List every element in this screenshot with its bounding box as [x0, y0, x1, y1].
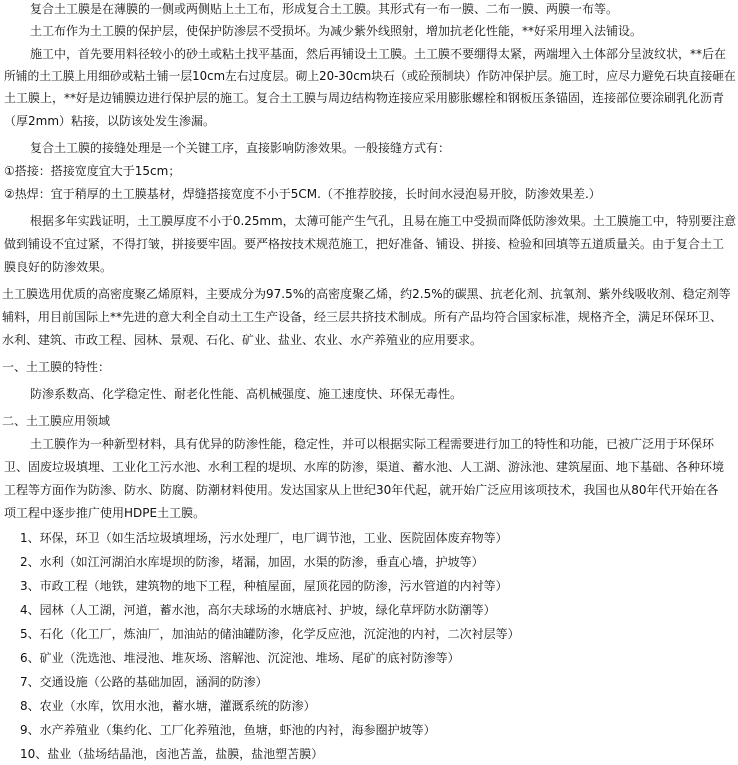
para-line-7: 复合土工膜的接缝处理是一个关键工序，直接影响防渗效果。一般接缝方式有：: [30, 141, 451, 155]
section-heading-1: 一、土工膜的特性：: [2, 360, 111, 374]
para-line-12: 膜良好的防渗效果。: [4, 260, 113, 274]
list-item-2: 2、水利（如江河湖泊水库堤坝的防渗，堵漏，加固，水渠的防渗，垂直心墙，护坡等）: [20, 555, 484, 569]
section-heading-2: 二、土工膜应用领域: [2, 414, 111, 428]
para-line-4: 所铺的土工膜上用细砂或粘土铺一层10cm左右过度层。砌上20-30cm块石（或砼预制块）作防冲保护层。施工时，应尽力避免石块直接砸在: [4, 69, 736, 83]
para-line-21: 工程等方面作为防渗、防水、防腐、防潮材料使用。发达国家从上世纪30年代起，就开始广泛应用该项技术，我国也从80年代开始在各: [4, 483, 719, 497]
para-line-1: 复合土工膜是在薄膜的一侧或两侧贴上土工布，形成复合土工膜。其形式有一布一膜、二布一膜、两膜一布等。: [30, 2, 619, 16]
list-item-9: 9、水产养殖业（集约化、工厂化养殖池，鱼塘，虾池的内衬，海参圈护坡等）: [20, 723, 436, 737]
para-line-15: 水利、建筑、市政工程、园林、景观、石化、矿业、盐业、农业、水产养殖业的应用要求。: [2, 333, 483, 347]
para-line-13: 土工膜选用优质的高密度聚乙烯原料，主要成分为97.5%的高密度聚乙烯，约2.5%的碳黑、抗老化剂、抗氧剂、紫外线吸收剂、稳定剂等: [2, 287, 731, 301]
para-line-17: 防渗系数高、化学稳定性、耐老化性能、高机械强度、施工速度快、环保无毒性。: [30, 387, 463, 401]
list-item-8: 8、农业（水库，饮用水池，蓄水塘，灌溉系统的防渗）: [20, 699, 316, 713]
list-item-7: 7、交通设施（公路的基础加固，涵洞的防渗）: [20, 675, 268, 689]
para-line-2: 土工布作为土工膜的保护层，使保护防渗层不受损坏。为减少紫外线照射，增加抗老化性能，**好采用埋入法铺设。: [30, 24, 643, 38]
list-item-3: 3、市政工程（地铁，建筑物的地下工程，种植屋面，屋顶花园的防渗，污水管道的内衬等）: [20, 579, 508, 593]
list-item-10: 10、盐业（盐场结晶池，卤池苫盖，盐膜，盐池塑苫膜）: [20, 747, 324, 761]
para-line-6: （厚2mm）粘接，以防该处发生渗漏。: [4, 114, 216, 128]
para-line-3: 施工中，首先要用料径较小的砂土或粘土找平基面，然后再铺设土工膜。土工膜不要绷得太紧，两端埋入土体部分呈波纹状，**后在: [30, 47, 727, 61]
list-item-1: 1、环保，环卫（如生活垃圾填埋场，污水处理厂，电厂调节池，工业、医院固体废弃物等）: [20, 531, 508, 545]
para-line-20: 卫、固废垃圾填埋、工业化工污水池、水利工程的堤坝、水库的防渗，渠道、蓄水池、人工湖、游泳池、建筑屋面、地下基础、各种环境: [4, 460, 725, 474]
para-line-19: 土工膜作为一种新型材料，具有优异的防渗性能，稳定性，并可以根据实际工程需要进行加工的特性和功能，已被广泛用于环保环: [30, 437, 715, 451]
para-line-11: 做到铺设不宜过紧，不得打皱，拼接要牢固。要严格按技术规范施工，把好准备、铺设、拼接、检验和回填等五道质量关。由于复合土工: [4, 237, 725, 251]
para-line-14: 辅料，用目前国际上**先进的意大利全自动土工生产设备，经三层共挤技术制成。所有产品均符合国家标准，规格齐全，满足环保环卫、: [2, 310, 723, 324]
list-item-6: 6、矿业（洗选池、堆浸池、堆灰场、溶解池、沉淀池、堆场、尾矿的底衬防渗等）: [20, 651, 460, 665]
para-line-5: 土工膜上，**好是边铺膜边进行保护层的施工。复合土工膜与周边结构物连接应采用膨胀螺栓和钢板压条锚固，连接部位要涂刷乳化沥青: [4, 91, 725, 105]
list-item-4: 4、园林（人工湖，河道，蓄水池，高尔夫球场的水塘底衬、护坡，绿化草坪防水防潮等）: [20, 603, 496, 617]
para-line-22: 项工程中逐步推广使用HDPE土工膜。: [4, 506, 206, 520]
para-line-9: ②热焊：宜于稍厚的土工膜基材，焊缝搭接宽度不小于5CM.（不推荐胶接，长时间水浸泡易开胶，防渗效果差.）: [4, 187, 601, 201]
para-line-8: ①搭接：搭接宽度宜大于15cm；: [4, 164, 181, 178]
para-line-10: 根据多年实践证明，土工膜厚度不小于0.25mm，太薄可能产生气孔，且易在施工中受损而降低防渗效果。土工膜施工中，特别要注意: [30, 214, 737, 228]
list-item-5: 5、石化（化工厂，炼油厂，加油站的储油罐防渗，化学反应池，沉淀池的内衬，二次衬层等）: [20, 627, 520, 641]
